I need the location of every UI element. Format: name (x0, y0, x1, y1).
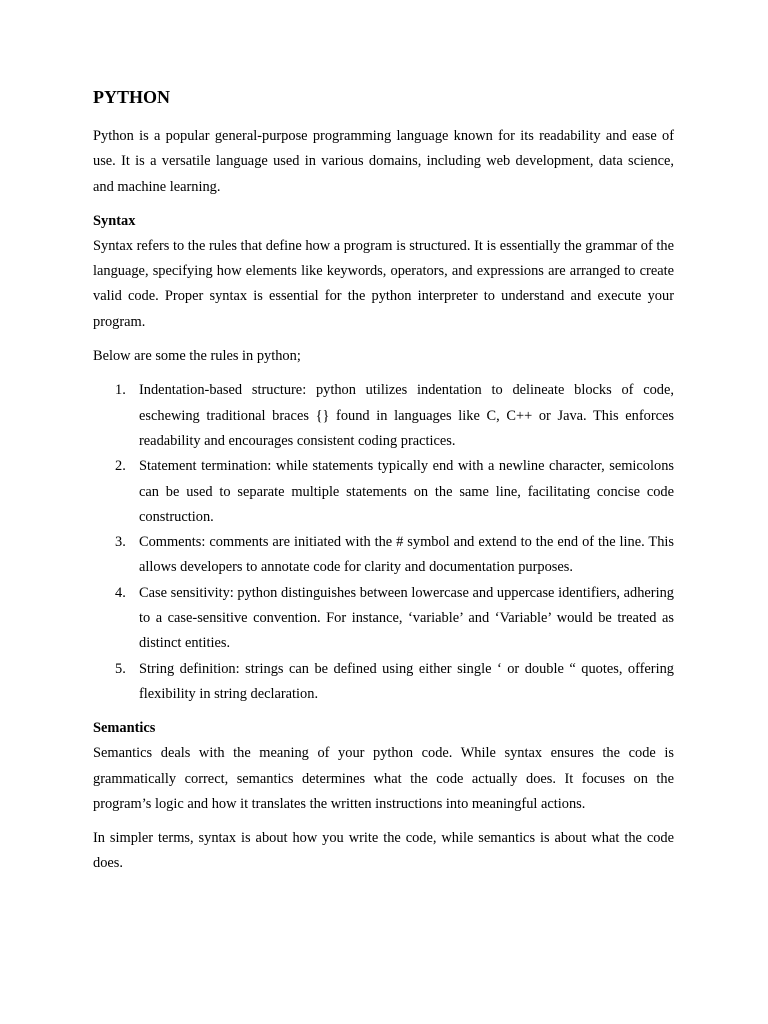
list-item (93, 581, 674, 657)
list-item-number: 5. (115, 660, 126, 677)
list-item-text: Indentation-based structure: python utilizes indentation to delineate blocks of code, eschewing traditional braces {} found in languages like C, C++ or Java. This enforces readability and encourages consistent coding practices. (139, 382, 674, 449)
document-title: PYTHON (93, 87, 171, 107)
list-item-number: 2. (115, 458, 126, 475)
list-item (93, 657, 674, 708)
list-item (93, 378, 674, 454)
list-item-number: 1. (115, 382, 126, 399)
list-item-number: 4. (115, 584, 126, 601)
list-item-text: Case sensitivity: python distinguishes between lowercase and uppercase identifiers, adhering to a case-sensitive convention. For instance, ‘variable’ and ‘Variable’ would be treated as distinct entities. (139, 584, 674, 652)
intro-paragraph: Python is a popular general-purpose programming language known for its readability and ease of use. It is a versatile language used in various domains, including web development, data science, and machine learning. (93, 128, 674, 195)
list-item (93, 454, 674, 530)
list-item-number: 3. (115, 534, 126, 551)
document-page (93, 86, 674, 877)
summary-paragraph: In simpler terms, syntax is about how you write the code, while semantics is about what the code does. (93, 830, 674, 872)
list-item-text: Comments: comments are initiated with the # symbol and extend to the end of the line. This allows developers to annotate code for clarity and documentation purposes. (139, 534, 674, 576)
syntax-heading: Syntax (93, 212, 136, 229)
list-item-text: Statement termination: while statements typically end with a newline character, semicolons can be used to separate multiple statements on the same line, facilitating concise code construction. (139, 458, 674, 525)
rules-list (93, 378, 674, 707)
list-item (93, 530, 674, 581)
syntax-paragraph: Syntax refers to the rules that define how a program is structured. It is essentially the grammar of the language, specifying how elements like keywords, operators, and expressions are arranged to create valid code. Proper syntax is essential for the python interpreter to understand and execute your program. (93, 237, 674, 330)
semantics-heading: Semantics (93, 720, 156, 737)
list-item-text: String definition: strings can be defined using either single ‘ or double “ quotes, offering flexibility in string declaration. (139, 660, 674, 702)
rules-intro: Below are some the rules in python; (93, 348, 301, 365)
semantics-paragraph: Semantics deals with the meaning of your python code. While syntax ensures the code is grammatically correct, semantics determines what the code actually does. It focuses on the program’s logic and how it translates the written instructions into meaningful actions. (93, 745, 674, 812)
